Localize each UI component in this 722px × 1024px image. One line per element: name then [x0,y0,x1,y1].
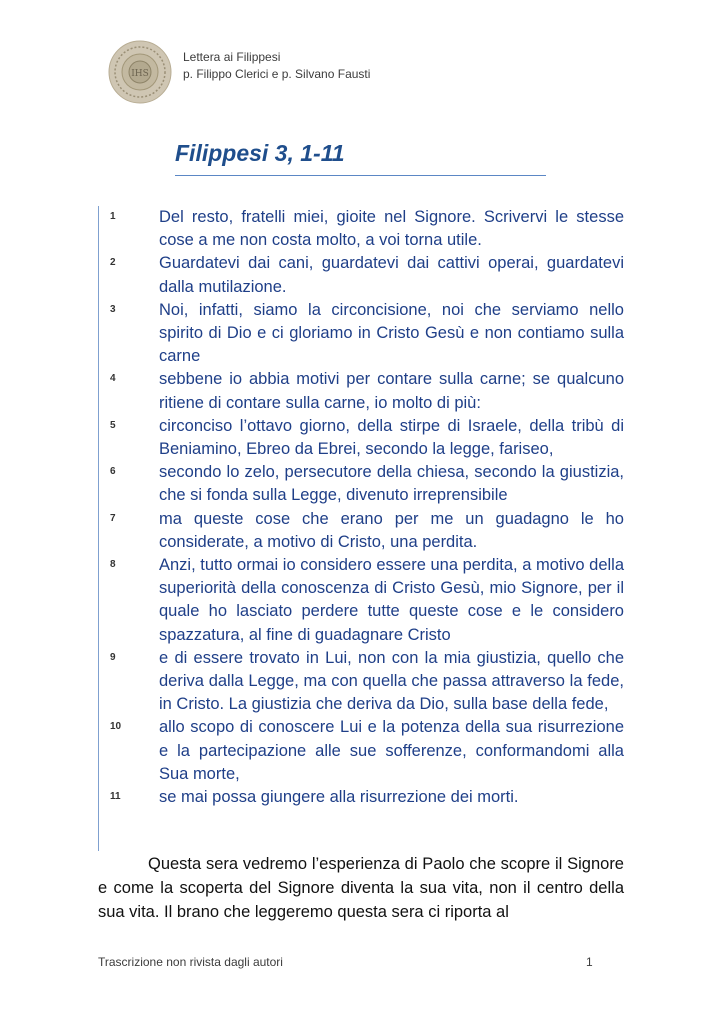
verse-text: circonciso l’ottavo giorno, della stirpe di Israele, della tribù di Beniamino, Ebreo da Ebrei, secondo la legge, fariseo, [159,416,624,459]
seal-logo [108,40,172,104]
verse-number: 8 [110,559,116,571]
verse-number: 9 [110,651,116,663]
verse-number: 6 [110,466,116,478]
verse-item [99,508,629,554]
verse-number: 7 [110,512,116,524]
verse-item [99,647,629,717]
verse-text: Del resto, fratelli miei, gioite nel Signore. Scrivervi le stesse cose a me non costa molto, a voi torna utile. [159,208,624,250]
verse-text: se mai possa giungere alla risurrezione dei morti. [159,788,519,807]
verse-item [99,368,629,414]
verse-text: Guardatevi dai cani, guardatevi dai cattivi operai, guardatevi dalla mutilazione. [159,254,624,296]
page-title: Filippesi 3, 1-11 [175,140,345,166]
verse-item [99,554,629,647]
svg-text:IHS: IHS [131,69,149,79]
verse-text: Noi, infatti, siamo la circoncisione, noi che serviamo nello spirito di Dio e ci gloriamo in Cristo Gesù e non contiamo sulla carne [159,300,624,366]
verse-number: 2 [110,257,116,269]
verse-text: sebbene io abbia motivi per contare sulla carne; se qualcuno ritiene di contare sulla carne, io molto di più: [159,370,624,412]
verse-item [99,252,629,298]
verse-item [99,299,629,369]
verse-item [99,461,629,507]
verse-number: 10 [110,721,122,733]
verse-item [99,415,629,461]
verse-number: 5 [110,419,116,431]
verse-text: allo scopo di conoscere Lui e la potenza della sua risurrezione e la partecipazione alle sue sofferenze, conformandomi alla Sua morte, [159,718,624,783]
verse-number: 3 [110,303,116,315]
page-number: 1 [586,955,593,969]
title-underline [175,175,546,176]
header-authors: p. Filippo Clerici e p. Silvano Fausti [183,67,371,81]
scripture-passage [98,206,629,851]
verse-item [99,716,629,786]
header-series-title: Lettera ai Filippesi [183,50,281,64]
verse-number: 1 [110,211,116,222]
verse-text: secondo lo zelo, persecutore della chiesa, secondo la giustizia, che si fonda sulla Legge, divenuto irreprensibile [159,463,624,505]
verse-number: 4 [110,373,116,385]
verse-text: ma queste cose che erano per me un guadagno le ho considerate, a motivo di Cristo, una perdita. [159,509,624,551]
footer-note: Trascrizione non rivista dagli autori [98,955,283,969]
verse-item [99,206,629,252]
document-header [183,49,370,83]
verse-item [99,786,629,809]
verse-number: 11 [110,791,121,803]
verse-text: Anzi, tutto ormai io considero essere una perdita, a motivo della superiorità della conoscenza di Cristo Gesù, mio Signore, per il quale ho lasciato perdere tutte queste cose e le considero spazzatura, al fine di guadagnare Cristo [159,556,624,644]
verse-text: e di essere trovato in Lui, non con la mia giustizia, quello che deriva dalla Legge, ma con quella che passa attraverso la fede, in Cristo. La giustizia che deriva da Dio, sulla base della fede, [159,648,624,714]
commentary-paragraph: Questa sera vedremo l’esperienza di Paolo che scopre il Signore e come la scoperta del Signore diventa la sua vita, non il centro della sua vita. Il brano che leggeremo questa sera ci riporta al [98,855,624,921]
